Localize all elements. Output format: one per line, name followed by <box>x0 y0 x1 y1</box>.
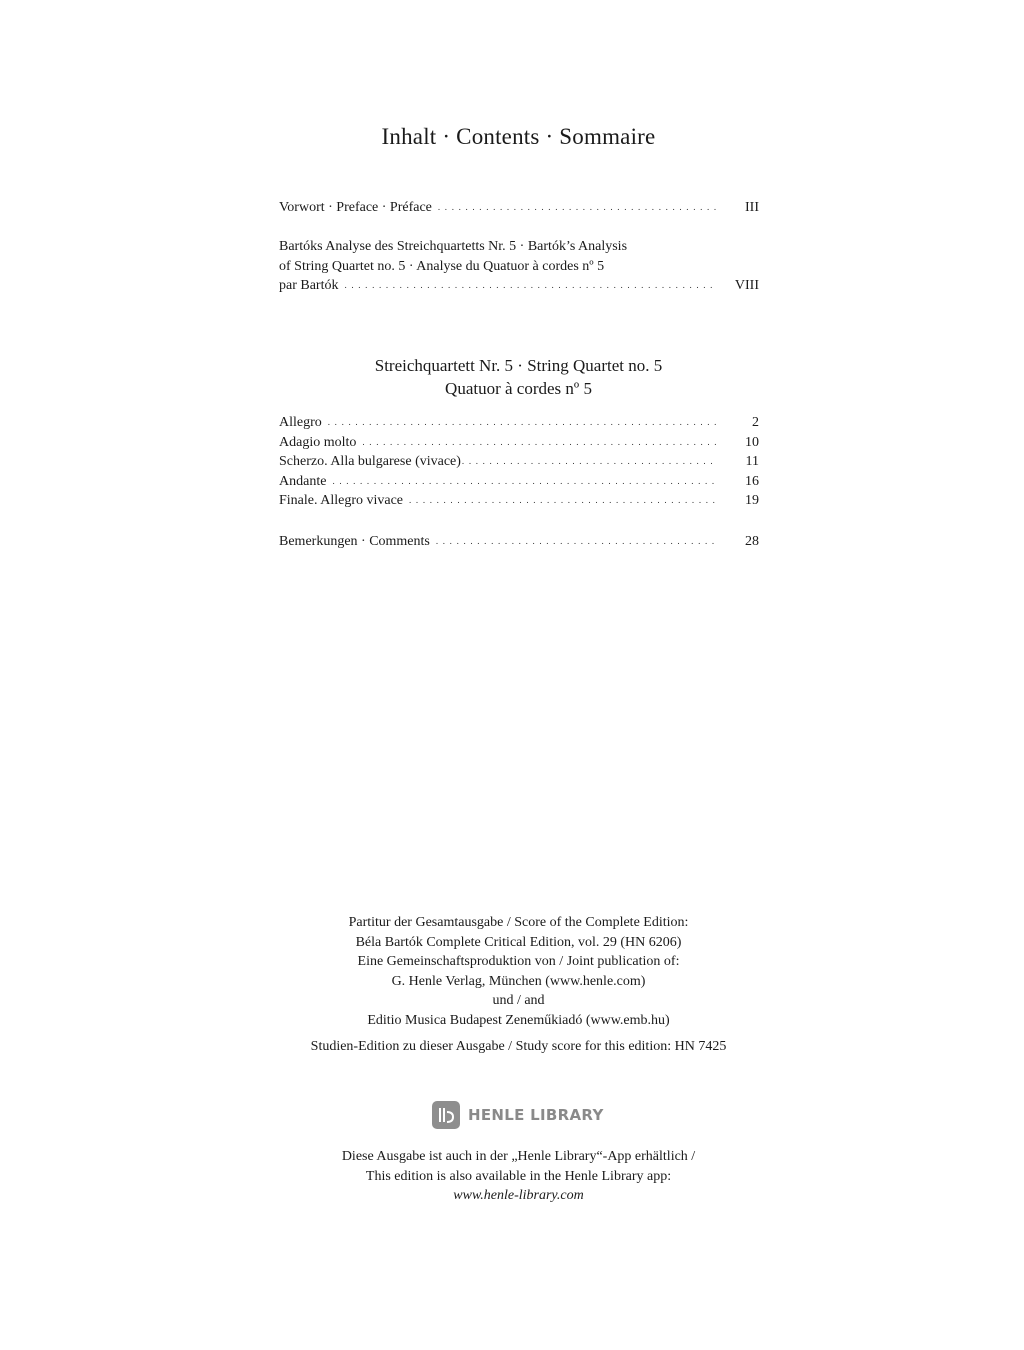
imprint-line: Editio Musica Budapest Zeneműkiadó (www.emb.hu) <box>367 1012 670 1028</box>
app-note-line: This edition is also available in the Henle Library app: <box>365 1168 672 1184</box>
toc-entry-title: Allegro <box>279 415 322 430</box>
toc-entry-title-line: of String Quartet no. 5 · Analyse du Quatuor à cordes nº 5 <box>279 258 605 274</box>
toc-entry-movement <box>279 413 759 433</box>
page-title: Inhalt · Contents · Sommaire <box>381 124 656 149</box>
imprint-line: Béla Bartók Complete Critical Edition, vol. 29 (HN 6206) <box>355 934 682 950</box>
toc-entry-title: par Bartók <box>279 278 339 294</box>
toc-page-number: 11 <box>745 454 759 470</box>
app-note-line: Diese Ausgabe ist auch in der „Henle Library“-App erhältlich / <box>341 1149 696 1164</box>
toc-page-number: VIII <box>734 278 759 294</box>
app-url-link[interactable]: www.henle-library.com <box>453 1188 584 1203</box>
toc-page-number: 16 <box>745 473 759 489</box>
toc-leader <box>344 276 717 296</box>
toc-entry-preface <box>279 198 759 218</box>
toc-entry-title: Vorwort · Preface · Préface <box>279 200 432 215</box>
toc-entry-analysis-last <box>279 276 759 296</box>
toc-entry-title: Adagio molto <box>279 434 357 450</box>
imprint-line: und / and <box>492 993 545 1008</box>
section-heading <box>0 354 1024 400</box>
toc-page-number: 10 <box>745 434 759 450</box>
toc-page-number: 28 <box>745 534 759 549</box>
logo-text: HENLE LIBRARY <box>468 1106 604 1124</box>
section-heading-line: Streichquartett Nr. 5 · String Quartet no. 5 <box>374 356 663 375</box>
imprint-line: Partitur der Gesamtausgabe / Score of the Complete Edition: <box>348 915 689 930</box>
toc-entry-movement <box>279 452 759 472</box>
toc-entry-analysis <box>279 237 759 296</box>
toc-front-matter <box>279 198 759 218</box>
study-score-note: Studien-Edition zu dieser Ausgabe / Study score for this edition: HN 7425 <box>310 1039 727 1054</box>
toc-entry-title: Andante <box>279 473 327 489</box>
henle-library-logo-icon <box>432 1101 460 1129</box>
imprint-line: G. Henle Verlag, München (www.henle.com) <box>391 973 646 989</box>
toc-entry-title-line: Bartóks Analyse des Streichquartetts Nr. 5 · Bartók’s Analysis <box>279 239 628 254</box>
henle-library-logo <box>432 1101 604 1129</box>
toc-entry-title: Bemerkungen · Comments <box>279 534 430 549</box>
imprint-line: Eine Gemeinschaftsproduktion von / Joint publication of: <box>357 954 680 969</box>
toc-movements <box>279 413 759 511</box>
app-availability-note <box>0 1147 1024 1206</box>
toc-leader <box>362 433 717 453</box>
toc-leader <box>438 198 717 218</box>
toc-page-number: 2 <box>752 415 759 430</box>
toc-page-number: III <box>745 200 759 215</box>
toc-leader <box>409 491 717 511</box>
toc-entry-title: Scherzo. Alla bulgarese (vivace) <box>279 454 461 470</box>
toc-entry-movement <box>279 433 759 453</box>
toc-leader <box>462 452 717 472</box>
toc-comments <box>279 532 759 552</box>
toc-entry-movement <box>279 472 759 492</box>
toc-entry-movement <box>279 491 759 511</box>
toc-leader <box>328 413 717 433</box>
toc-entry-title: Finale. Allegro vivace <box>279 493 404 509</box>
toc-entry-comments <box>279 532 759 552</box>
toc-leader <box>332 472 717 492</box>
toc-leader <box>436 532 717 552</box>
imprint-block <box>0 913 1024 1030</box>
section-heading-line: Quatuor à cordes nº 5 <box>445 379 592 398</box>
toc-page-number: 19 <box>745 493 759 509</box>
